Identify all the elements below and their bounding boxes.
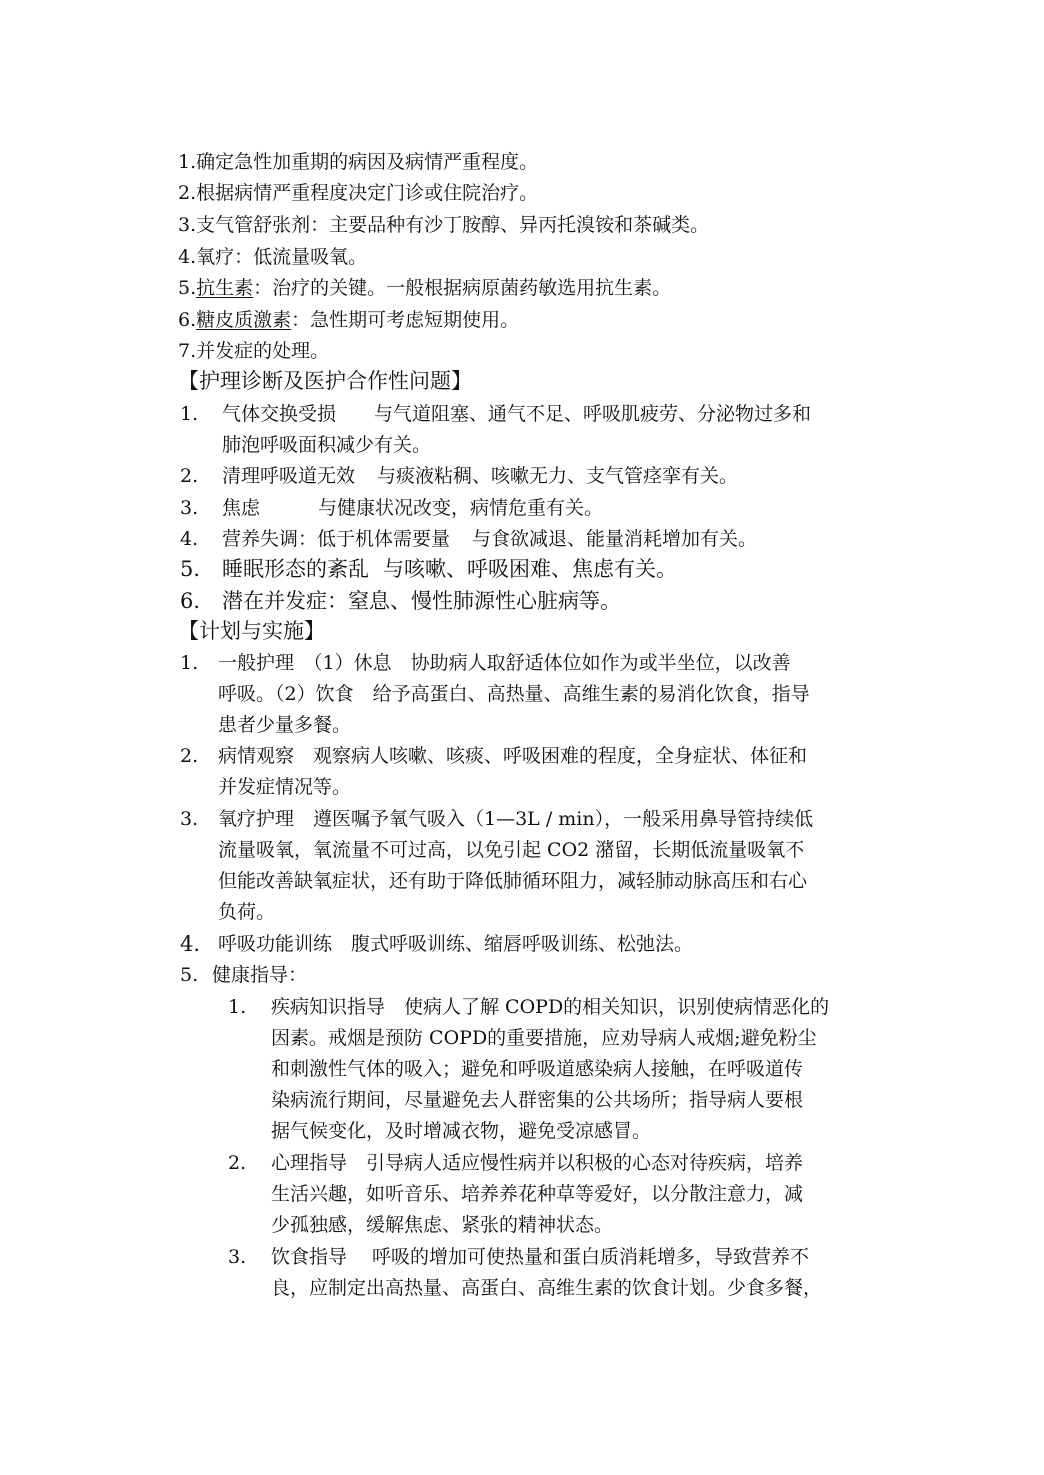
nursing-diagnosis-heading: 【护理诊断及医护合作性问题】 (178, 369, 472, 393)
plan-2-number: 2. (180, 745, 199, 767)
plan-1-line-1: 一般护理 （1）休息 协助病人取舒适体位如作为或半坐位，以改善 (218, 652, 791, 674)
treatment-item-4: 4.氧疗：低流量吸氧。 (178, 246, 368, 268)
diagnosis-5-cause: 与咳嗽、呼吸困难、焦虑有关。 (383, 557, 677, 581)
treatment-item-5-rest: ：治疗的关键。一般根据病原菌药敏选用抗生素。 (253, 277, 672, 299)
plan-5-line-1: 健康指导： (212, 964, 308, 986)
diagnosis-4 (222, 524, 757, 554)
guidance-1-line-2: 因素。戒烟是预防 COPD的重要措施，应劝导病人戒烟;避免粉尘 (271, 1027, 817, 1049)
guidance-2-line-2: 生活兴趣，如听音乐、培养养花种草等爱好，以分散注意力，减 (271, 1183, 804, 1205)
guidance-2-line-3: 少孤独感，缓解焦虑、紧张的精神状态。 (271, 1214, 614, 1236)
diagnosis-1-cause: 与气道阻塞、通气不足、呼吸肌疲劳、分泌物过多和 (374, 403, 812, 425)
diagnosis-4-cause: 与食欲减退、能量消耗增加有关。 (472, 528, 758, 550)
plan-heading: 【计划与实施】 (178, 619, 325, 643)
guidance-1-line-3: 和刺激性气体的吸入；避免和呼吸道感染病人接触，在呼吸道传 (271, 1058, 804, 1080)
guidance-2-number: 2. (228, 1152, 247, 1174)
plan-4-number: 4. (180, 932, 201, 956)
plan-3-line-2: 流量吸氧，氧流量不可过高，以免引起 CO2 潴留，长期低流量吸氧不 (218, 839, 805, 861)
diagnosis-3-cause: 与健康状况改变，病情危重有关。 (318, 497, 604, 519)
diagnosis-1-continued: 肺泡呼吸面积减少有关。 (222, 434, 432, 456)
plan-1-line-2: 呼吸。（2）饮食 给予高蛋白、高热量、高维生素的易消化饮食，指导 (218, 683, 810, 705)
plan-3-number: 3. (180, 808, 199, 830)
guidance-2-line-1: 心理指导 引导病人适应慢性病并以积极的心态对待疾病，培养 (271, 1152, 804, 1174)
treatment-item-6-prefix: 6. (178, 309, 197, 331)
diagnosis-2-number: 2. (180, 465, 199, 487)
treatment-item-6 (178, 305, 519, 335)
diagnosis-2-cause: 与痰液粘稠、咳嗽无力、支气管痉挛有关。 (377, 465, 739, 487)
plan-3-line-4: 负荷。 (218, 901, 276, 923)
diagnosis-1-title: 气体交换受损 (222, 403, 337, 425)
treatment-item-1: 1.确定急性加重期的病因及病情严重程度。 (178, 151, 539, 173)
glucocorticoid-term: 糖皮质激素 (196, 309, 292, 331)
diagnosis-4-title: 营养失调：低于机体需要量 (222, 528, 451, 550)
guidance-3-line-2: 良，应制定出高热量、高蛋白、高维生素的饮食计划。少食多餐， (271, 1277, 823, 1299)
plan-5-number: 5. (180, 964, 199, 986)
diagnosis-2 (222, 461, 738, 491)
guidance-3-line-1: 饮食指导 呼吸的增加可使热量和蛋白质消耗增多，导致营养不 (271, 1246, 810, 1268)
treatment-item-3: 3.支气管舒张剂：主要品种有沙丁胺醇、异丙托溴铵和茶碱类。 (178, 214, 710, 236)
guidance-1-line-4: 染病流行期间，尽量避免去人群密集的公共场所；指导病人要根 (271, 1089, 804, 1111)
diagnosis-3-title: 焦虑 (222, 497, 261, 519)
guidance-1-line-5: 据气候变化，及时增减衣物，避免受凉感冒。 (271, 1120, 652, 1142)
plan-1-line-3: 患者少量多餐。 (218, 714, 352, 736)
treatment-item-5-prefix: 5. (178, 277, 197, 299)
treatment-item-5 (178, 273, 671, 303)
diagnosis-1-number: 1. (180, 403, 199, 425)
diagnosis-3-number: 3. (180, 497, 199, 519)
treatment-item-2: 2.根据病情严重程度决定门诊或住院治疗。 (178, 182, 539, 204)
plan-1-number: 1. (180, 652, 199, 674)
plan-2-line-2: 并发症情况等。 (218, 776, 352, 798)
diagnosis-6-number: 6. (180, 589, 201, 613)
diagnosis-5 (222, 554, 677, 584)
diagnosis-5-number: 5. (180, 557, 201, 581)
diagnosis-5-title: 睡眠形态的紊乱 (222, 557, 369, 581)
diagnosis-2-title: 清理呼吸道无效 (222, 465, 356, 487)
diagnosis-1 (222, 399, 811, 429)
guidance-1-number: 1. (228, 996, 247, 1018)
guidance-3-number: 3. (228, 1246, 247, 1268)
guidance-1-line-1: 疾病知识指导 使病人了解 COPD的相关知识，识别使病情恶化的 (271, 996, 830, 1018)
antibiotic-term: 抗生素 (196, 277, 254, 299)
plan-4-line-1: 呼吸功能训练 腹式呼吸训练、缩唇呼吸训练、松弛法。 (218, 933, 694, 955)
plan-3-line-3: 但能改善缺氧症状，还有助于降低肺循环阻力，减轻肺动脉高压和右心 (218, 870, 808, 892)
plan-3-line-1: 氧疗护理 遵医嘱予氧气吸入（1—3L / min），一般采用鼻导管持续低 (218, 808, 814, 830)
treatment-item-7: 7.并发症的处理。 (178, 340, 330, 362)
treatment-item-6-rest: ：急性期可考虑短期使用。 (291, 309, 520, 331)
diagnosis-3 (222, 493, 603, 523)
diagnosis-6: 潜在并发症：窒息、慢性肺源性心脏病等。 (222, 589, 621, 613)
plan-2-line-1: 病情观察 观察病人咳嗽、咳痰、呼吸困难的程度，全身症状、体征和 (218, 745, 808, 767)
diagnosis-4-number: 4. (180, 528, 199, 550)
